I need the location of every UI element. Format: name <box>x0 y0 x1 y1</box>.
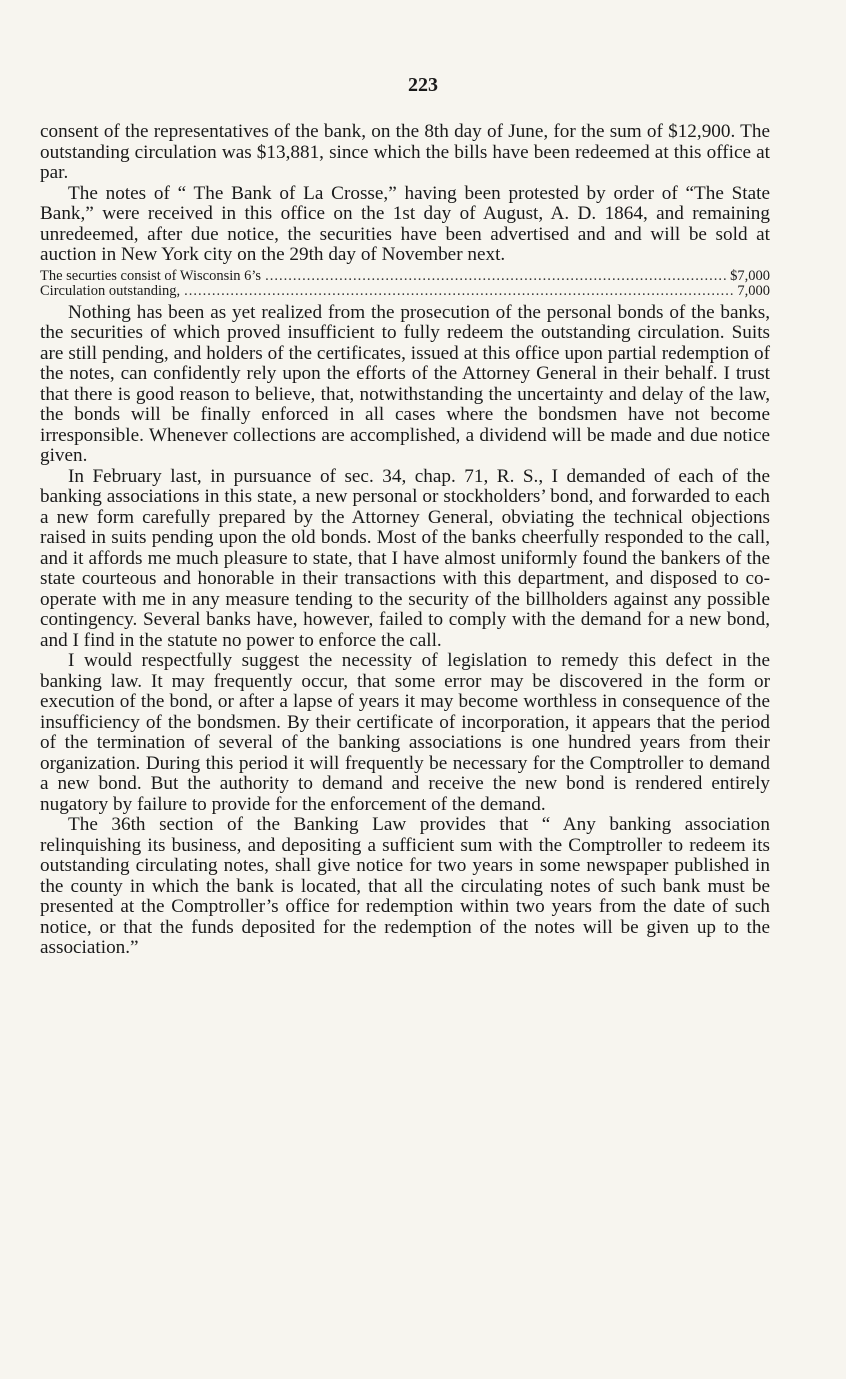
paragraph-section-36: The 36th section of the Banking Law provides that “ Any banking association relinquishing its business, and depositing a sufficient sum with the Comptroller to redeem its outstanding circulating notes, shall give notice for two years in some newspaper published in the county in which the bank is located, that all the circulating notes of such bank must be presented at the Comptroller’s office for redemption within two years from the date of such notice, or that the funds deposited for the redemption of the notes will be given up to the association.” <box>40 814 770 958</box>
leader-dots <box>184 284 733 299</box>
ledger-amount: 7,000 <box>737 283 770 299</box>
ledger-row-securities <box>40 269 770 284</box>
paragraph-legislation-suggestion: I would respectfully suggest the necessity of legislation to remedy this defect in the banking law. It may frequently occur, that some error may be discovered in the form or execution of the bond, or after a lapse of years it may become worthless in consequence of the insufficiency of the bondsmen. By their certificate of incorporation, it appears that the period of the termination of several of the banking associations is one hundred years from their organization. During this period it will frequently be necessary for the Comptroller to demand a new bond. But the authority to demand and receive the new bond is rendered entirely nugatory by failure to provide for the enforcement of the demand. <box>40 650 770 815</box>
ledger-label: The securties consist of Wisconsin 6’s <box>40 268 262 284</box>
ledger-label: Circulation outstanding, <box>40 283 181 299</box>
paragraph-la-crosse: The notes of “ The Bank of La Crosse,” having been protested by order of “The State Bank,” were received in this office on the 1st day of August, A. D. 1864, and remaining unredeemed, after due notice, the securities have been advertised and and will be sold at auction in New York city on the 29th day of November next. <box>40 182 770 265</box>
document-body <box>40 122 770 959</box>
securities-ledger <box>40 269 770 299</box>
leader-dots <box>265 269 726 284</box>
paragraph-continued: consent of the representatives of the bank, on the 8th day of June, for the sum of $12,900. The outstanding circulation was $13,881, since which the bills have been redeemed at this office at par. <box>40 121 770 183</box>
page-number: 223 <box>408 74 438 96</box>
ledger-amount: $7,000 <box>730 268 770 284</box>
paragraph-personal-bonds: Nothing has been as yet realized from the prosecution of the personal bonds of the banks, the securities of which proved insufficient to fully redeem the outstanding circulation. Suits are still pending, and holders of the certificates, issued at this office upon partial redemption of the notes, can confidently rely upon the efforts of the Attorney General in their behalf. I trust that there is good reason to believe, that, notwithstanding the uncertainty and delay of the law, the bonds will be finally enforced in all cases where the bondsmen have not become irresponsible. Whenever collections are accomplished, a dividend will be made and due notice given. <box>40 301 770 466</box>
paragraph-february-demand: In February last, in pursuance of sec. 34, chap. 71, R. S., I demanded of each of the banking associations in this state, a new personal or stockholders’ bond, and forwarded to each a new form carefully prepared by the Attorney General, obviating the technical objections raised in suits pending upon the old bonds. Most of the banks cheerfully responded to the call, and it affords me much pleasure to state, that I have almost uniformly found the bankers of the state courteous and honorable in their transactions with this department, and disposed to co-operate with me in any measure tending to the security of the billholders against any possible contingency. Several banks have, however, failed to comply with the demand for a new bond, and I find in the statute no power to enforce the call. <box>40 465 770 651</box>
ledger-row-circulation <box>40 284 770 299</box>
